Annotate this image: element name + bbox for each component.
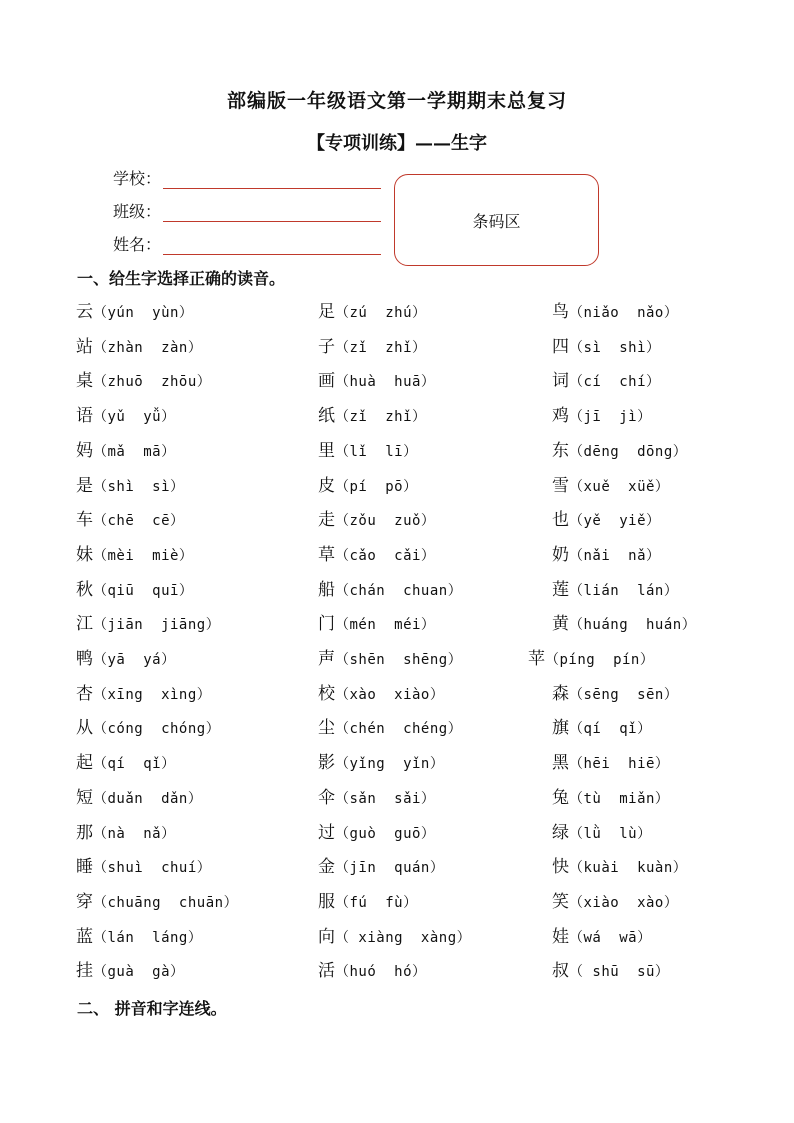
hanzi-character: 穿 — [76, 892, 93, 912]
hanzi-character: 四 — [552, 337, 569, 357]
pinyin-options[interactable]: （wá wā） — [569, 930, 652, 946]
pinyin-options[interactable]: （chē cē） — [93, 513, 185, 529]
hanzi-character: 站 — [76, 337, 93, 357]
hanzi-character: 向 — [318, 927, 335, 947]
choice-item — [318, 510, 435, 530]
choice-item — [318, 545, 435, 565]
choice-item — [552, 927, 652, 947]
pinyin-options[interactable]: （ xiàng xàng） — [335, 930, 472, 946]
hanzi-character: 江 — [76, 614, 93, 634]
pinyin-options[interactable]: （niǎo nǎo） — [569, 305, 679, 321]
pinyin-options[interactable]: （jiān jiāng） — [93, 617, 221, 633]
hanzi-character: 鸟 — [552, 302, 569, 322]
hanzi-character: 鸭 — [76, 649, 93, 669]
choice-item — [318, 857, 444, 877]
choice-item — [552, 510, 661, 530]
choice-item — [318, 441, 418, 461]
hanzi-character: 雪 — [552, 476, 569, 496]
hanzi-character: 蓝 — [76, 927, 93, 947]
choice-item — [76, 371, 211, 391]
choice-item — [76, 337, 202, 357]
pinyin-options[interactable]: （xīng xìng） — [93, 687, 212, 703]
pinyin-options[interactable]: （qí qǐ） — [569, 721, 652, 737]
pinyin-options[interactable]: （shēn shēng） — [335, 652, 463, 668]
hanzi-character: 兔 — [552, 788, 569, 808]
barcode-area — [394, 174, 599, 266]
choice-item — [318, 406, 427, 426]
choice-item — [552, 545, 661, 565]
pinyin-options[interactable]: （yě yiě） — [569, 513, 661, 529]
choice-item — [76, 476, 185, 496]
hanzi-character: 短 — [76, 788, 93, 808]
hanzi-character: 娃 — [552, 927, 569, 947]
name-label: 姓名： — [113, 235, 162, 254]
pinyin-options[interactable]: （yǔ yǚ） — [93, 409, 176, 425]
hanzi-character: 旗 — [552, 718, 569, 738]
choice-item — [552, 892, 678, 912]
page-title: 部编版一年级语文第一学期期末总复习 — [226, 90, 567, 112]
pinyin-options[interactable]: （yā yá） — [93, 652, 176, 668]
hanzi-character: 金 — [318, 857, 335, 877]
hanzi-character: 也 — [552, 510, 569, 530]
page-subtitle: 【专项训练】——生字 — [307, 133, 487, 154]
hanzi-character: 船 — [318, 580, 335, 600]
hanzi-character: 影 — [318, 753, 335, 773]
hanzi-character: 校 — [318, 684, 335, 704]
hanzi-character: 挂 — [76, 961, 93, 981]
pinyin-options[interactable]: （jīn quán） — [335, 860, 445, 876]
pinyin-options[interactable]: （duǎn dǎn） — [93, 791, 203, 807]
hanzi-character: 奶 — [552, 545, 569, 565]
choice-item — [552, 337, 661, 357]
hanzi-character: 服 — [318, 892, 335, 912]
pinyin-options[interactable]: （zǐ zhǐ） — [335, 409, 427, 425]
hanzi-character: 语 — [76, 406, 93, 426]
choice-item — [552, 684, 678, 704]
hanzi-character: 杏 — [76, 684, 93, 704]
hanzi-character: 画 — [318, 371, 335, 391]
hanzi-character: 快 — [552, 857, 569, 877]
choice-item — [552, 406, 652, 426]
choice-item — [318, 788, 435, 808]
pinyin-options[interactable]: （shuì chuí） — [93, 860, 212, 876]
choice-item — [318, 718, 462, 738]
hanzi-character: 草 — [318, 545, 335, 565]
school-field — [113, 166, 381, 189]
hanzi-character: 叔 — [552, 961, 569, 981]
pinyin-options[interactable]: （guò guō） — [335, 826, 436, 842]
pinyin-options[interactable]: （chuāng chuān） — [93, 895, 239, 911]
pinyin-options[interactable]: （mèi miè） — [93, 548, 194, 564]
class-blank-line[interactable] — [163, 203, 381, 222]
choice-item — [76, 441, 176, 461]
choice-item — [552, 823, 652, 843]
choice-item — [318, 337, 427, 357]
hanzi-character: 苹 — [528, 649, 545, 669]
choice-item — [318, 649, 462, 669]
pinyin-options[interactable]: （dēng dōng） — [569, 444, 688, 460]
name-blank-line[interactable] — [163, 236, 381, 255]
hanzi-character: 里 — [318, 441, 335, 461]
choice-item — [552, 371, 661, 391]
choice-item — [318, 892, 418, 912]
pinyin-options[interactable]: （píng pín） — [545, 652, 655, 668]
choice-item — [318, 927, 471, 947]
choice-item — [528, 649, 654, 669]
hanzi-character: 词 — [552, 371, 569, 391]
hanzi-character: 从 — [76, 718, 93, 738]
hanzi-character: 黄 — [552, 614, 569, 634]
choice-item — [318, 961, 427, 981]
pinyin-options[interactable]: （sì shì） — [569, 340, 661, 356]
hanzi-character: 鸡 — [552, 406, 569, 426]
hanzi-character: 森 — [552, 684, 569, 704]
hanzi-character: 子 — [318, 337, 335, 357]
choice-item — [552, 961, 669, 981]
choice-item — [76, 545, 193, 565]
name-field — [113, 232, 381, 255]
pinyin-options[interactable]: （huà huā） — [335, 374, 436, 390]
hanzi-character: 桌 — [76, 371, 93, 391]
hanzi-character: 车 — [76, 510, 93, 530]
pinyin-options[interactable]: （lǐ lī） — [335, 444, 418, 460]
pinyin-options[interactable]: （zhàn zàn） — [93, 340, 203, 356]
pinyin-options[interactable]: （hēi hiē） — [569, 756, 670, 772]
choice-item — [76, 718, 220, 738]
school-label: 学校： — [113, 169, 162, 188]
pinyin-options[interactable]: （nà nǎ） — [93, 826, 176, 842]
choice-item — [318, 823, 435, 843]
section-one-heading: 一、给生字选择正确的读音。 — [77, 269, 286, 288]
choice-item — [552, 857, 687, 877]
hanzi-character: 绿 — [552, 823, 569, 843]
choice-item — [76, 823, 176, 843]
pinyin-options[interactable]: （chán chuan） — [335, 583, 463, 599]
choice-item — [318, 302, 427, 322]
choice-item — [552, 441, 687, 461]
hanzi-character: 妹 — [76, 545, 93, 565]
choice-item — [552, 302, 678, 322]
pinyin-options[interactable]: （pí pō） — [335, 479, 418, 495]
hanzi-character: 那 — [76, 823, 93, 843]
choice-item — [552, 753, 669, 773]
pinyin-options[interactable]: （kuài kuàn） — [569, 860, 688, 876]
pinyin-options[interactable]: （shì sì） — [93, 479, 185, 495]
choice-item — [76, 649, 176, 669]
pinyin-options[interactable]: （zǒu zuǒ） — [335, 513, 436, 529]
hanzi-character: 睡 — [76, 857, 93, 877]
pinyin-options[interactable]: （cí chí） — [569, 374, 661, 390]
hanzi-character: 皮 — [318, 476, 335, 496]
pinyin-options[interactable]: （cóng chóng） — [93, 721, 221, 737]
hanzi-character: 门 — [318, 614, 335, 634]
hanzi-character: 尘 — [318, 718, 335, 738]
hanzi-character: 是 — [76, 476, 93, 496]
pinyin-options[interactable]: （sǎn sǎi） — [335, 791, 436, 807]
section-two-heading: 二、 拼音和字连线。 — [77, 999, 227, 1018]
hanzi-character: 黑 — [552, 753, 569, 773]
pinyin-options[interactable]: （lián lán） — [569, 583, 679, 599]
hanzi-character: 东 — [552, 441, 569, 461]
choice-item — [318, 476, 418, 496]
hanzi-character: 笑 — [552, 892, 569, 912]
choice-item — [318, 580, 462, 600]
choice-item — [552, 788, 669, 808]
hanzi-character: 妈 — [76, 441, 93, 461]
pinyin-options[interactable]: （chén chéng） — [335, 721, 463, 737]
choice-item — [76, 580, 193, 600]
choice-item — [552, 718, 652, 738]
choice-item — [76, 788, 202, 808]
pinyin-options[interactable]: （xào xiào） — [335, 687, 445, 703]
pinyin-options[interactable]: （xiào xào） — [569, 895, 679, 911]
choice-item — [552, 476, 669, 496]
pinyin-options[interactable]: （huáng huán） — [569, 617, 697, 633]
hanzi-character: 走 — [318, 510, 335, 530]
pinyin-options[interactable]: （fú fù） — [335, 895, 418, 911]
hanzi-character: 秋 — [76, 580, 93, 600]
school-blank-line[interactable] — [163, 170, 381, 189]
hanzi-character: 伞 — [318, 788, 335, 808]
choice-item — [76, 684, 211, 704]
pinyin-options[interactable]: （huó hó） — [335, 964, 427, 980]
pinyin-options[interactable]: （mǎ mā） — [93, 444, 176, 460]
pinyin-options[interactable]: （tù miǎn） — [569, 791, 670, 807]
pinyin-options[interactable]: （guà gà） — [93, 964, 185, 980]
hanzi-character: 云 — [76, 302, 93, 322]
pinyin-options[interactable]: （qí qǐ） — [93, 756, 176, 772]
hanzi-character: 过 — [318, 823, 335, 843]
choice-item — [76, 614, 220, 634]
pinyin-options[interactable]: （nǎi nǎ） — [569, 548, 661, 564]
choice-item — [552, 580, 678, 600]
barcode-label: 条码区 — [472, 211, 521, 231]
choice-item — [318, 614, 435, 634]
hanzi-character: 活 — [318, 961, 335, 981]
choice-item — [552, 614, 696, 634]
choice-item — [76, 927, 202, 947]
pinyin-options[interactable]: （zǐ zhǐ） — [335, 340, 427, 356]
hanzi-character: 莲 — [552, 580, 569, 600]
choice-item — [76, 857, 211, 877]
pinyin-options[interactable]: （sēng sēn） — [569, 687, 679, 703]
choice-item — [76, 961, 185, 981]
choice-item — [76, 406, 176, 426]
pinyin-options[interactable]: （yún yùn） — [93, 305, 194, 321]
choice-item — [318, 684, 444, 704]
pinyin-options[interactable]: （jī jì） — [569, 409, 652, 425]
class-label: 班级： — [113, 202, 162, 221]
choice-item — [76, 510, 185, 530]
hanzi-character: 声 — [318, 649, 335, 669]
pinyin-options[interactable]: （yǐng yǐn） — [335, 756, 445, 772]
hanzi-character: 起 — [76, 753, 93, 773]
hanzi-character: 纸 — [318, 406, 335, 426]
pinyin-options[interactable]: （zú zhú） — [335, 305, 427, 321]
choice-item — [318, 753, 444, 773]
pinyin-options[interactable]: （qiū quī） — [93, 583, 194, 599]
hanzi-character: 足 — [318, 302, 335, 322]
pinyin-options[interactable]: （mén méi） — [335, 617, 436, 633]
pinyin-options[interactable]: （lǜ lù） — [569, 826, 652, 842]
choice-item — [76, 753, 176, 773]
choice-item — [76, 302, 193, 322]
pinyin-options[interactable]: （ shū sū） — [569, 964, 670, 980]
pinyin-options[interactable]: （zhuō zhōu） — [93, 374, 212, 390]
pinyin-options[interactable]: （xuě xüě） — [569, 479, 670, 495]
class-field — [113, 199, 381, 222]
choice-item — [76, 892, 238, 912]
pinyin-options[interactable]: （cǎo cǎi） — [335, 548, 436, 564]
choice-item — [318, 371, 435, 391]
pinyin-options[interactable]: （lán láng） — [93, 930, 203, 946]
